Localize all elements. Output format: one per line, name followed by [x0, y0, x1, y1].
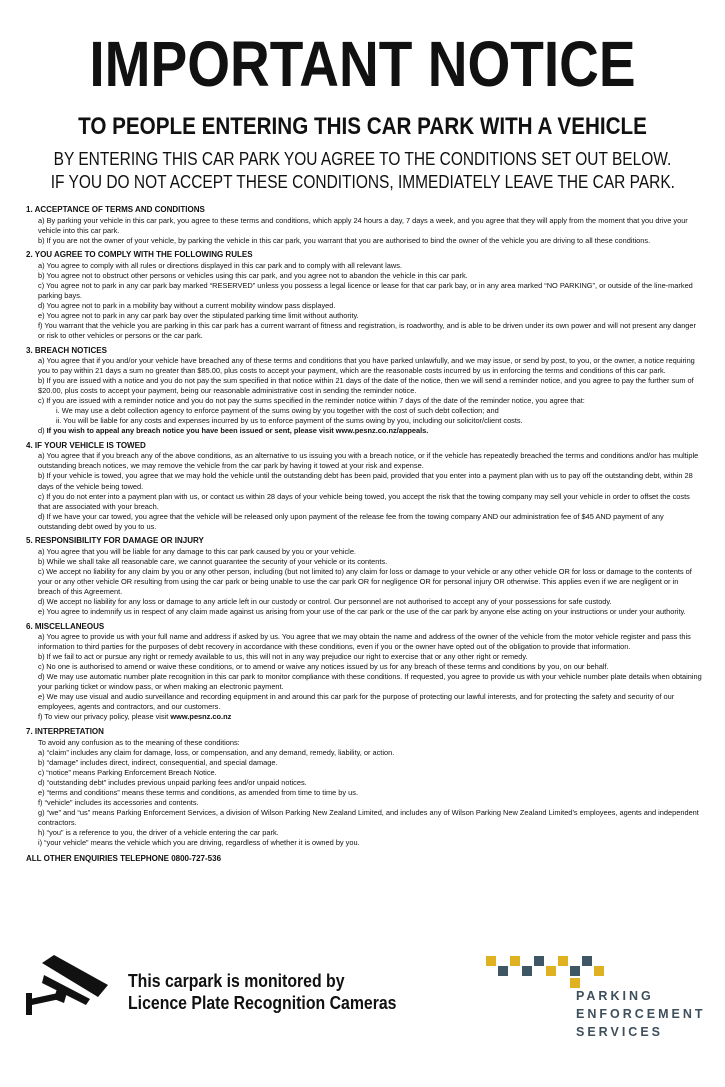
sub-clause: i. We may use a debt collection agency to enforce payment of the sums owing by you together with the cost of such debt collection; and — [56, 406, 499, 416]
section-towing — [26, 441, 702, 532]
clause: a) You agree to provide us with your full name and address if asked by us. You agree that we may obtain the name and address of the owner of the vehicle from the motor vehicle register and pass this information to third parties for the purposes of debt recovery in accordance with these conditions, even if you or the owner have opted out of the obligation to provide that information. — [38, 632, 691, 652]
clause: b) You agree not to obstruct other persons or vehicles using this car park, and you agree not to abandon the vehicle in this car park. — [38, 270, 468, 280]
sub-clause: ii. You will be liable for any costs and expenses incurred by us to enforce payment of the sums owing by you, including our solicitor/client costs. — [56, 416, 523, 426]
section-heading: 5. RESPONSIBILITY FOR DAMAGE OR INJURY — [26, 536, 204, 546]
definition: h) “you” is a reference to you, the driver of a vehicle entering the car park. — [38, 827, 279, 837]
clause-privacy — [26, 712, 702, 722]
section-heading: 6. MISCELLANEOUS — [26, 621, 105, 631]
page-subtitle: TO PEOPLE ENTERING THIS CAR PARK WITH A VEHICLE — [78, 113, 647, 140]
clause: c) If you are issued with a reminder notice and you do not pay the sums specified in the reminder notice within 7 days of the date of the reminder notice, you agree that: — [38, 396, 585, 406]
definition: i) “your vehicle” means the vehicle which you are driving, regardless of whether it is owned by you. — [38, 837, 360, 847]
agreement-line-2: IF YOU DO NOT ACCEPT THESE CONDITIONS, IMMEDIATELY LEAVE THE CAR PARK. — [50, 172, 675, 192]
section-breach-notices — [26, 346, 702, 437]
section-intro: To avoid any confusion as to the meaning of these conditions: — [38, 737, 240, 747]
clause: c) You agree not to park in any car park bay marked “RESERVED” unless you possess a legal licence or lease for that car park bay, or in any area marked “NO PARKING”, or outside of the line-marked parking bays. — [38, 280, 693, 300]
appeal-link-text[interactable]: If you wish to appeal any breach notice you have been issued or sent, please visit www.pesnz.co.nz/appeals. — [46, 426, 429, 436]
definition: a) “claim” includes any claim for damage, loss, or compensation, and any demand, remedy, liability, or action. — [38, 747, 395, 757]
logo-wordmark — [576, 987, 706, 1041]
clause: b) If we fail to act or pursue any right or remedy available to us, this will not in any way prejudice our right to exercise that or any other right or remedy. — [38, 652, 528, 662]
definition: g) “we” and “us” means Parking Enforcement Services, a division of Wilson Parking New Zealand Limited, and includes any of Wilson Parking New Zealand Limited’s employees, agents and independent contractors. — [38, 807, 699, 827]
clause: c) If you do not enter into a payment plan with us, or contact us within 28 days of your vehicle being towed, you accept the risk that the towing company may sell your vehicle in order to offset the costs that are associated with your breach. — [38, 491, 690, 511]
clause: e) We may use visual and audio surveillance and recording equipment in and around this car park for the purpose of protecting our lawful interests, and for protecting the safety and security of our employees, agents and contractors, and our customers. — [38, 692, 675, 712]
clause: e) You agree not to park in any car park bay over the stipulated parking time limit without authority. — [38, 310, 359, 320]
clause: d) You agree not to park in a mobility bay without a current mobility window pass displayed. — [38, 300, 336, 310]
clause: a) You agree that if you breach any of the above conditions, as an alternative to us issuing you with a breach notice, or if the vehicle has repeatedly breached the terms and conditions and/or has multiple outstanding breach notices, we may remove the vehicle from the car park by having it towed at your risk and expense. — [38, 451, 699, 471]
clause: e) You agree to indemnify us in respect of any claim made against us arising from your use of the car park or the use of the car park by anyone else acting on your instructions or under your authority. — [38, 607, 686, 617]
clause: a) You agree that if you and/or your vehicle have breached any of these terms and conditions that you have parked unlawfully, and we may issue, or send by post, to you, or the owner, a notice requiring you to pay within 21 days a sum no greater than $85.00, plus costs to accept your payment, which are the reasonable costs incurred by us in enforcing the terms and conditions of this car park. — [38, 356, 695, 376]
definition: d) “outstanding debt” includes previous unpaid parking fees and/or unpaid notices. — [38, 777, 307, 787]
clause-appeal — [26, 426, 702, 436]
clause: d) We accept no liability for any loss or damage to any article left in our custody or control. Our personnel are not authorised to accept any of your possessions for safe custody. — [38, 597, 612, 606]
section-rules — [26, 250, 702, 341]
section-heading: 2. YOU AGREE TO COMPLY WITH THE FOLLOWING RULES — [26, 250, 253, 260]
enquiries-telephone: ALL OTHER ENQUIRIES TELEPHONE 0800-727-536 — [26, 854, 222, 864]
clause-prefix: f) To view our privacy policy, please visit — [38, 712, 171, 722]
clause: f) You warrant that the vehicle you are parking in this car park has a current warrant of fitness and registration, is roadworthy, and is able to be driven under its own power and will not present any danger or risk to other vehicles or persons or the car park. — [38, 320, 696, 340]
clause: a) By parking your vehicle in this car park, you agree to these terms and conditions, which apply 24 hours a day, 7 days a week, and you agree that they will apply from the moment that you drive your vehicle into this car park. — [38, 215, 688, 235]
clause: b) If you are issued with a notice and you do not pay the sum specified in that notice within 21 days of the date of the notice, then we will send a reminder notice, and you agree to pay the further sum of $20.00, plus costs to accept your payment, being our reasonable administrative cost in sending the reminder notice. — [38, 376, 694, 396]
clause: d) We may use automatic number plate recognition in this car park to monitor compliance with these conditions. If requested, you agree to provide us with your vehicle number plate details when obtaining your parking ticket or window pass, or when making an electronic payment. — [38, 672, 702, 692]
clause: b) If your vehicle is towed, you agree that we may hold the vehicle until the outstanding debt has been paid, provided that you enter into a payment plan with us to pay off the outstanding debt, within 28 days of the vehicle being towed. — [38, 471, 693, 491]
definition: c) “notice” means Parking Enforcement Breach Notice. — [38, 767, 217, 777]
logo-line-1: PARKING — [576, 989, 654, 1003]
section-heading: 1. ACCEPTANCE OF TERMS AND CONDITIONS — [26, 205, 205, 214]
definition: f) “vehicle” includes its accessories and contents. — [38, 797, 199, 807]
clause: a) You agree that you will be liable for any damage to this car park caused by you or your vehicle. — [38, 546, 356, 556]
clause-prefix: d) — [38, 426, 47, 436]
monitoring-line-1: This carpark is monitored by — [128, 971, 345, 991]
clause: d) If we have your car towed, you agree that the vehicle will be released only upon payment of the release fee from the towing company AND our administration fee of $45 AND payment of any outstanding debt owed by you to us. — [38, 511, 664, 531]
page-title: IMPORTANT NOTICE — [89, 28, 636, 100]
logo-line-2: ENFORCEMENT — [576, 1007, 706, 1021]
clause: c) We accept no liability for any claim by you or any other person, including (but not limited to) any claim for loss or damage to your vehicle or any other vehicle OR for loss or damage to the contents of your or any other vehicle OR resulting from using the car park or being unable to use the car park OR for negligence OR for personal injury OR otherwise. This applies even if we are negligent or in breach of this Agreement. — [38, 566, 692, 596]
cctv-camera-icon — [24, 955, 108, 1017]
privacy-link-text[interactable]: www.pesnz.co.nz — [170, 712, 232, 722]
definition: e) “terms and conditions” means these terms and conditions, as amended from time to time by us. — [38, 787, 358, 797]
logo-line-3: SERVICES — [576, 1025, 663, 1039]
clause: b) If you are not the owner of your vehicle, by parking the vehicle in this car park, you warrant that you are authorised to bind the owner of the vehicle you are driving to all these conditions. — [38, 235, 651, 245]
agreement-line-1: BY ENTERING THIS CAR PARK YOU AGREE TO THE CONDITIONS SET OUT BELOW. — [53, 149, 672, 169]
section-heading: 4. IF YOUR VEHICLE IS TOWED — [26, 440, 146, 450]
section-interpretation — [26, 727, 702, 848]
section-acceptance — [26, 205, 702, 246]
monitoring-line-2: Licence Plate Recognition Cameras — [128, 993, 397, 1013]
section-heading: 7. INTERPRETATION — [26, 727, 104, 737]
monitoring-statement — [128, 970, 396, 1014]
section-heading: 3. BREACH NOTICES — [26, 345, 107, 355]
definition: b) “damage” includes direct, indirect, consequential, and special damage. — [38, 757, 278, 767]
section-miscellaneous — [26, 622, 702, 723]
clause: a) You agree to comply with all rules or directions displayed in this car park and to comply with all relevant laws. — [38, 260, 402, 270]
clause: b) While we shall take all reasonable care, we cannot guarantee the security of your vehicle or its contents. — [38, 556, 388, 566]
agreement-statement — [51, 148, 675, 194]
parking-enforcement-logo-icon — [486, 954, 606, 988]
terms-and-conditions — [26, 205, 702, 864]
clause: c) No one is authorised to amend or waive these conditions, or to amend or waive any notices issued by us for any breach of these terms and conditions by you, on our behalf. — [38, 662, 609, 672]
section-damage-injury — [26, 536, 702, 617]
